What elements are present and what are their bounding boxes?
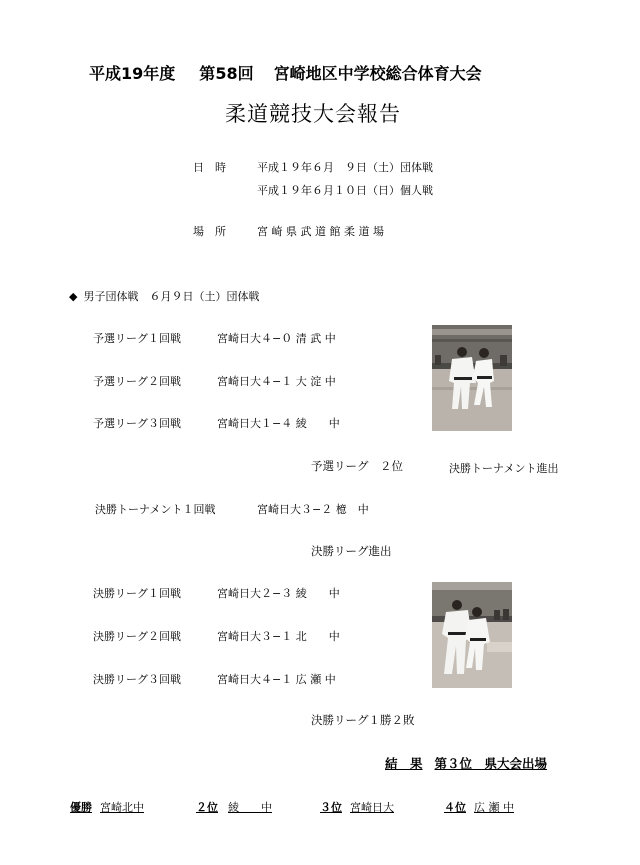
standing-3-rank: ３位 xyxy=(320,801,342,814)
prelim-result-2: 宮崎日大４−１ 大 淀 中 xyxy=(217,375,336,388)
final-round-1: 決勝リーグ１回戦 xyxy=(93,587,181,600)
standing-2-rank: ２位 xyxy=(196,801,218,814)
title-year: 19 xyxy=(121,64,144,83)
match-photo-prelim xyxy=(432,325,512,431)
standing-4-rank: ４位 xyxy=(444,801,466,814)
place-value: 宮 崎 県 武 道 館 柔 道 場 xyxy=(257,225,384,238)
prelim-result-3: 宮崎日大１−４ 綾 中 xyxy=(217,417,340,430)
prelim-round-2: 予選リーグ２回戦 xyxy=(93,375,181,388)
title-dai: 第 xyxy=(199,64,216,83)
standing-1 xyxy=(70,799,158,815)
final-round-2: 決勝リーグ２回戦 xyxy=(93,630,181,643)
standing-2 xyxy=(196,799,286,815)
prelim-round-3: 予選リーグ３回戦 xyxy=(93,417,181,430)
final-result-3: 宮崎日大４−１ 広 瀬 中 xyxy=(217,673,336,686)
match-photo-final xyxy=(432,582,512,688)
date-team: 平成１９年６月 ９日（土）団体戦 xyxy=(257,161,433,174)
tournament-summary: 決勝リーグ進出 xyxy=(311,544,392,558)
result-text: 第３位 県大会出場 xyxy=(434,756,548,771)
date-individual: 平成１９年６月１０日（日）個人戦 xyxy=(257,184,433,197)
standing-2-team: 綾 中 xyxy=(228,801,272,814)
final-round-3: 決勝リーグ３回戦 xyxy=(93,673,181,686)
section-heading-text: 男子団体戦 ６月９日（土）団体戦 xyxy=(83,290,260,303)
prelim-rank: 予選リーグ ２位 xyxy=(311,459,403,473)
result-line xyxy=(385,754,547,772)
final-result-2: 宮崎日大３−１ 北 中 xyxy=(217,630,340,643)
section-heading xyxy=(69,288,259,304)
title-number: 58 xyxy=(215,64,238,83)
diamond-bullet-icon: ◆ xyxy=(69,290,78,303)
date-label: 日 時 xyxy=(193,161,226,174)
standing-4-team: 広 瀬 中 xyxy=(474,801,514,814)
place-label: 場 所 xyxy=(193,225,226,238)
prelim-round-1: 予選リーグ１回戦 xyxy=(93,332,181,345)
report-title: 柔道競技大会報告 xyxy=(225,102,401,126)
title-meet-name: 宮崎地区中学校総合体育大会 xyxy=(273,64,482,83)
tournament-result: 宮崎日大３−２ 檍 中 xyxy=(257,503,369,516)
result-label: 結 果 xyxy=(385,756,423,771)
standing-3-team: 宮崎日大 xyxy=(350,801,394,814)
final-summary: 決勝リーグ１勝２敗 xyxy=(311,713,415,727)
event-title xyxy=(89,61,482,84)
tournament-round: 決勝トーナメント１回戦 xyxy=(95,503,216,516)
final-result-1: 宮崎日大２−３ 綾 中 xyxy=(217,587,340,600)
standing-1-rank: 優勝 xyxy=(70,801,92,814)
prelim-advance: 決勝トーナメント進出 xyxy=(449,462,559,475)
standing-4 xyxy=(444,799,514,815)
standing-3 xyxy=(320,799,408,815)
title-era: 平成 xyxy=(89,64,122,83)
title-nendo: 年度 xyxy=(143,64,176,83)
prelim-result-1: 宮崎日大４−０ 清 武 中 xyxy=(217,332,336,345)
title-kai: 回 xyxy=(237,64,254,83)
standing-1-team: 宮崎北中 xyxy=(100,801,144,814)
